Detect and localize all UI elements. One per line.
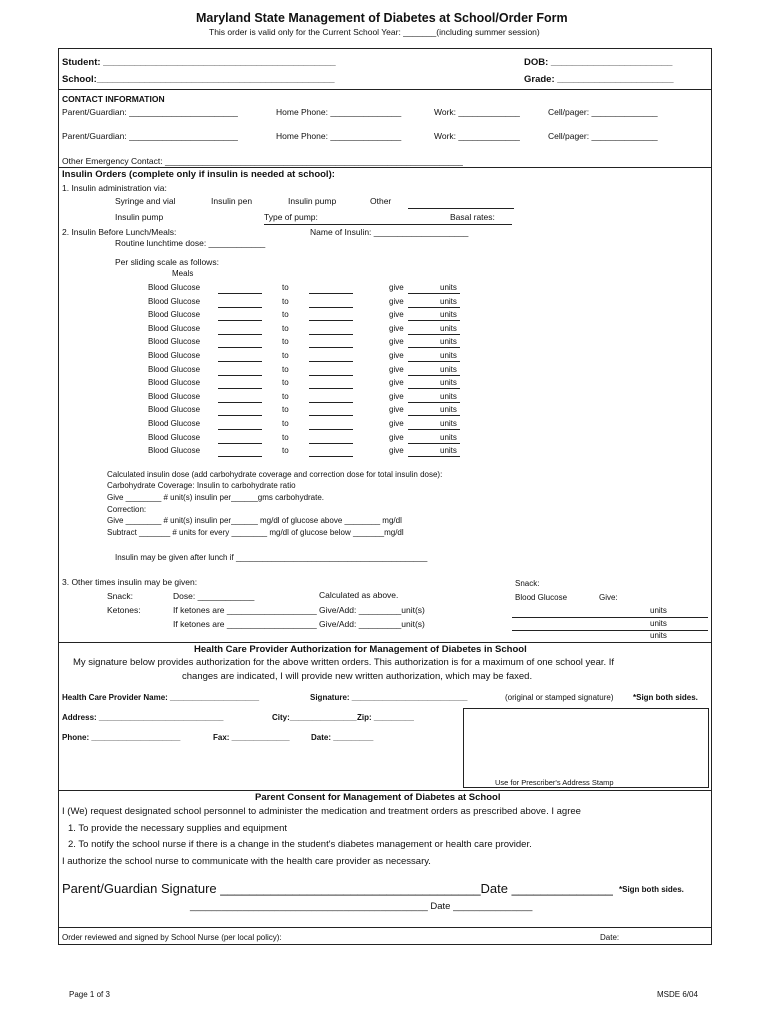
hcp-paragraph-1: My signature below provides authorization for the above written orders. This authorization is for a maximum of one school year. If <box>73 657 615 668</box>
contact-heading: CONTACT INFORMATION <box>62 94 165 104</box>
give-label: give <box>389 405 404 414</box>
insulin-name-field[interactable]: Name of Insulin: ____________________ <box>310 227 469 237</box>
snack-right-label: Snack: <box>515 579 540 588</box>
page-number: Page 1 of 3 <box>69 990 110 999</box>
to-label: to <box>282 365 289 374</box>
option-syringe[interactable]: Syringe and vial <box>115 196 176 206</box>
to-label: to <box>282 446 289 455</box>
units-label: units <box>650 631 667 640</box>
insulin-heading: Insulin Orders (complete only if insulin is needed at school): <box>62 169 335 180</box>
give-label: give <box>389 337 404 346</box>
form-code: MSDE 6/04 <box>657 990 698 999</box>
fax-field[interactable]: Fax: _____________ <box>213 733 290 742</box>
bg-high-blank[interactable] <box>309 402 353 403</box>
bg-low-blank[interactable] <box>218 347 262 348</box>
blood-glucose-label: Blood Glucose <box>148 337 201 346</box>
date-field[interactable]: Date: _________ <box>311 733 374 742</box>
units-blank[interactable] <box>408 375 460 376</box>
parent-signature-field[interactable]: Parent/Guardian Signature ____________________________________Date ______________ <box>62 881 613 896</box>
bg-low-blank[interactable] <box>218 388 262 389</box>
give-label: give <box>389 446 404 455</box>
give-label: give <box>389 433 404 442</box>
units-blank[interactable] <box>408 443 460 444</box>
bg-low-blank[interactable] <box>218 307 262 308</box>
to-label: to <box>282 337 289 346</box>
give-label: give <box>389 297 404 306</box>
grade-field[interactable]: Grade: ______________________ <box>524 74 674 85</box>
blood-glucose-label: Blood Glucose <box>148 419 201 428</box>
consent-line-2: 1. To provide the necessary supplies and equipment <box>68 823 287 834</box>
meals-label: Meals <box>172 269 194 278</box>
units-blank[interactable] <box>408 347 460 348</box>
snack-label: Snack: <box>107 591 133 601</box>
hcp-heading: Health Care Provider Authorization for Management of Diabetes in School <box>194 644 527 655</box>
blood-glucose-label: Blood Glucose <box>148 378 201 387</box>
units-label: units <box>440 324 457 333</box>
pump-label: Insulin pump <box>115 212 164 222</box>
units-blank[interactable] <box>408 388 460 389</box>
to-label: to <box>282 378 289 387</box>
give-label: give <box>389 283 404 292</box>
bg-high-blank[interactable] <box>309 361 353 362</box>
pump-line <box>264 224 512 225</box>
blood-glucose-label: Blood Glucose <box>148 283 201 292</box>
bg-low-blank[interactable] <box>218 443 262 444</box>
divider <box>58 642 712 643</box>
blood-glucose-label: Blood Glucose <box>148 405 201 414</box>
blood-glucose-label: Blood Glucose <box>148 324 201 333</box>
give-label: give <box>389 310 404 319</box>
ketones-label: Ketones: <box>107 605 141 615</box>
give-label: give <box>389 392 404 401</box>
nurse-date-field[interactable]: Date: <box>600 933 620 942</box>
units-label: units <box>440 310 457 319</box>
give-correction-field[interactable]: Give ________ # unit(s) insulin per______ mg/dl of glucose above ________ mg/dl <box>107 516 402 525</box>
bg-right-label: Blood Glucose <box>515 593 568 602</box>
calc-dose-text: Calculated insulin dose (add carbohydrate coverage and correction dose for total insulin dose): <box>107 470 443 479</box>
give-label: give <box>389 378 404 387</box>
blood-glucose-label: Blood Glucose <box>148 433 201 442</box>
bg-high-blank[interactable] <box>309 320 353 321</box>
units-blank[interactable] <box>408 307 460 308</box>
prescriber-stamp-box[interactable] <box>463 708 709 788</box>
cell-pager-field[interactable]: Cell/pager: ______________ <box>548 131 658 141</box>
consent-heading: Parent Consent for Management of Diabetes at School <box>255 792 501 803</box>
divider <box>58 167 712 168</box>
bg-high-blank[interactable] <box>309 375 353 376</box>
bg-low-blank[interactable] <box>218 293 262 294</box>
basal-rates-field[interactable]: Basal rates: <box>450 212 495 222</box>
blood-glucose-label: Blood Glucose <box>148 297 201 306</box>
blood-glucose-label: Blood Glucose <box>148 392 201 401</box>
units-label: units <box>440 351 457 360</box>
units-label: units <box>650 619 667 628</box>
option-other[interactable]: Other <box>370 196 392 206</box>
dob-field[interactable]: DOB: _______________________ <box>524 57 673 68</box>
give-label: give <box>389 351 404 360</box>
subtract-field[interactable]: Subtract _______ # units for every ________ mg/dl of glucose below _______mg/dl <box>107 528 404 537</box>
bg-high-blank[interactable] <box>309 443 353 444</box>
to-label: to <box>282 324 289 333</box>
divider <box>58 89 712 90</box>
give-label: give <box>389 419 404 428</box>
consent-line-1: I (We) request designated school personnel to administer the medication and treatment orders as prescribed above. I agree <box>62 806 581 817</box>
hcp-paragraph-2: changes are indicated, I will provide new written authorization, which may be faxed. <box>182 671 533 682</box>
hcp-signature-field[interactable]: Signature: __________________________ <box>310 693 468 702</box>
bg-high-blank[interactable] <box>309 293 353 294</box>
bg-low-blank[interactable] <box>218 402 262 403</box>
blood-glucose-label: Blood Glucose <box>148 310 201 319</box>
units-label: units <box>650 606 667 615</box>
units-label: units <box>440 433 457 442</box>
bg-low-blank[interactable] <box>218 334 262 335</box>
ketones-field-2[interactable]: If ketones are ___________________ Give/Add: _________unit(s) <box>173 619 425 629</box>
bg-low-blank[interactable] <box>218 456 262 457</box>
bg-low-blank[interactable] <box>218 361 262 362</box>
routine-dose-field[interactable]: Routine lunchtime dose: ____________ <box>115 238 266 248</box>
give-label: give <box>389 365 404 374</box>
units-label: units <box>440 446 457 455</box>
blood-glucose-label: Blood Glucose <box>148 365 201 374</box>
units-label: units <box>440 283 457 292</box>
units-label: units <box>440 297 457 306</box>
give-carb-field[interactable]: Give ________ # unit(s) insulin per______gms carbohydrate. <box>107 493 325 502</box>
form-subtitle: This order is valid only for the Current School Year: _______(including summer session) <box>209 27 540 37</box>
units-label: units <box>440 378 457 387</box>
other-times-label: 3. Other times insulin may be given: <box>62 577 198 587</box>
emergency-contact-field[interactable]: Other Emergency Contact: _______________________________________________________________ <box>62 156 463 166</box>
to-label: to <box>282 351 289 360</box>
bg-high-blank[interactable] <box>309 388 353 389</box>
hcp-name-field[interactable]: Health Care Provider Name: ____________________ <box>62 693 260 702</box>
bg-low-blank[interactable] <box>218 415 262 416</box>
ketones-field-1[interactable]: If ketones are ___________________ Give/Add: _________unit(s) <box>173 605 425 615</box>
option-pump[interactable]: Insulin pump <box>288 196 337 206</box>
parent-guardian-field[interactable]: Parent/Guardian: _______________________ <box>62 131 238 141</box>
consent-line-4: I authorize the school nurse to communicate with the health care provider as necessary. <box>62 856 431 867</box>
to-label: to <box>282 297 289 306</box>
to-label: to <box>282 310 289 319</box>
bg-high-blank[interactable] <box>309 429 353 430</box>
units-label: units <box>440 337 457 346</box>
bg-low-blank[interactable] <box>218 375 262 376</box>
to-label: to <box>282 405 289 414</box>
stamp-label: Use for Prescriber's Address Stamp <box>495 778 614 787</box>
bg-high-blank[interactable] <box>309 334 353 335</box>
bg-high-blank[interactable] <box>309 415 353 416</box>
units-blank[interactable] <box>408 429 460 430</box>
city-field[interactable]: City:_______________ <box>272 713 357 722</box>
school-field[interactable]: School:_____________________________________________ <box>62 74 335 85</box>
to-label: to <box>282 419 289 428</box>
bg-high-blank[interactable] <box>309 456 353 457</box>
before-lunch-label: 2. Insulin Before Lunch/Meals: <box>62 227 177 237</box>
units-label: units <box>440 365 457 374</box>
units-blank[interactable] <box>408 456 460 457</box>
blood-glucose-label: Blood Glucose <box>148 351 201 360</box>
work-phone-field[interactable]: Work: _____________ <box>434 107 520 117</box>
admin-label: 1. Insulin administration via: <box>62 183 167 193</box>
give-label: give <box>389 324 404 333</box>
units-blank[interactable] <box>408 415 460 416</box>
zip-field[interactable]: Zip: _________ <box>357 713 414 722</box>
option-pen[interactable]: Insulin pen <box>211 196 253 206</box>
after-lunch-field[interactable]: Insulin may be given after lunch if ___________________________________________ <box>115 553 428 562</box>
snack-dose-field[interactable]: Dose: ____________ <box>173 591 255 601</box>
units-label: units <box>440 405 457 414</box>
snack-line[interactable] <box>512 617 708 618</box>
to-label: to <box>282 433 289 442</box>
pump-type-field[interactable]: Type of pump: <box>264 212 318 222</box>
parent-signature-field-2[interactable]: _____________________________________________ Date _______________ <box>190 901 533 912</box>
parent-guardian-field[interactable]: Parent/Guardian: _______________________ <box>62 107 238 117</box>
units-label: units <box>440 419 457 428</box>
give-right-label: Give: <box>599 593 618 602</box>
student-field[interactable]: Student: ____________________________________________ <box>62 57 336 68</box>
snack-line[interactable] <box>512 630 708 631</box>
phone-field[interactable]: Phone: ____________________ <box>62 733 181 742</box>
sign-both-note: *Sign both sides. <box>633 693 698 702</box>
carb-coverage-text: Carbohydrate Coverage: Insulin to carbohydrate ratio <box>107 481 296 490</box>
consent-line-3: 2. To notify the school nurse if there is a change in the student's diabetes management or health care provider. <box>68 839 532 850</box>
bg-high-blank[interactable] <box>309 307 353 308</box>
units-blank[interactable] <box>408 293 460 294</box>
address-field[interactable]: Address: ____________________________ <box>62 713 224 722</box>
form-title: Maryland State Management of Diabetes at School/Order Form <box>196 11 568 25</box>
work-phone-field[interactable]: Work: _____________ <box>434 131 520 141</box>
sliding-scale-label: Per sliding scale as follows: <box>115 257 219 267</box>
sign-both-note: *Sign both sides. <box>619 885 684 894</box>
blood-glucose-label: Blood Glucose <box>148 446 201 455</box>
bg-low-blank[interactable] <box>218 429 262 430</box>
units-blank[interactable] <box>408 361 460 362</box>
home-phone-field[interactable]: Home Phone: _______________ <box>276 131 402 141</box>
original-stamped-note: (original or stamped signature) <box>505 693 614 702</box>
units-label: units <box>440 392 457 401</box>
to-label: to <box>282 392 289 401</box>
units-blank[interactable] <box>408 402 460 403</box>
cell-pager-field[interactable]: Cell/pager: ______________ <box>548 107 658 117</box>
units-blank[interactable] <box>408 320 460 321</box>
bg-low-blank[interactable] <box>218 320 262 321</box>
divider <box>58 790 712 791</box>
calculated-above: Calculated as above. <box>319 590 399 600</box>
divider <box>58 927 712 928</box>
to-label: to <box>282 283 289 292</box>
nurse-review-field[interactable]: Order reviewed and signed by School Nurse (per local policy): <box>62 933 282 942</box>
units-blank[interactable] <box>408 334 460 335</box>
bg-high-blank[interactable] <box>309 347 353 348</box>
correction-label: Correction: <box>107 505 147 514</box>
other-blank[interactable] <box>408 208 514 209</box>
home-phone-field[interactable]: Home Phone: _______________ <box>276 107 402 117</box>
